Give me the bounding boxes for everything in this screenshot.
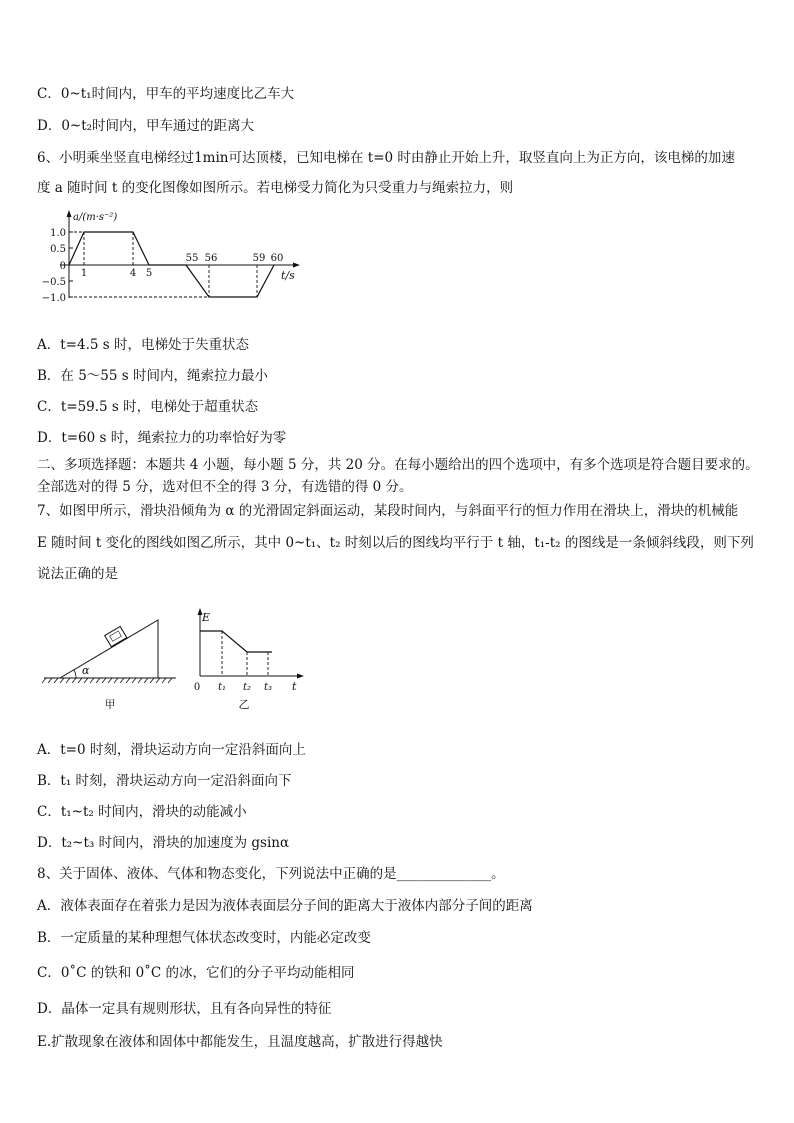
q7-tick: t₃ (263, 682, 273, 693)
q6-stem-line-2: 度 a 随时间 t 的变化图像如图所示。若电梯受力简化为只受重力与绳索拉力，则 (37, 180, 514, 196)
q7-angle-label: α (82, 664, 90, 677)
q6-option-d: D．t=60 s 时，绳索拉力的功率恰好为零 (37, 430, 287, 446)
q6-option-c: C．t=59.5 s 时，电梯处于超重状态 (37, 399, 259, 415)
q8-option-b: B．一定质量的某种理想气体状态改变时，内能必定改变 (37, 930, 371, 946)
q6-option-a: A．t=4.5 s 时，电梯处于失重状态 (37, 337, 249, 353)
q7-stem-line-2: E 随时间 t 变化的图线如图乙所示，其中 0~t₁、t₂ 时刻以后的图线均平行于 t 轴，t₁-t₂ 的图线是一条倾斜线段，则下列 (37, 535, 754, 551)
q7-stem-line-3: 说法正确的是 (37, 566, 118, 582)
q8-stem: 8、关于固体、液体、气体和物态变化，下列说法中正确的是______________。 (37, 866, 505, 882)
q6-y-tick: 0 (59, 261, 66, 272)
q5-option-d: D．0~t₂时间内，甲车通过的距离大 (37, 118, 255, 134)
q6-option-b: B．在 5～55 s 时间内，绳索拉力最小 (37, 368, 268, 384)
q7-tick: 0 (193, 682, 201, 693)
q7-figure-b-caption: 乙 (238, 698, 250, 711)
q6-x-tick: 5 (145, 268, 153, 279)
q6-acceleration-graph (36, 208, 306, 308)
q6-x-tick: 60 (270, 253, 284, 264)
q6-x-tick: 59 (252, 253, 266, 264)
q7-t-axis-label: t (292, 680, 297, 693)
q7-option-d: D．t₂~t₃ 时间内，滑块的加速度为 gsinα (37, 835, 290, 851)
q6-y-tick: 1.0 (50, 228, 66, 239)
q6-y-tick: −0.5 (41, 277, 66, 288)
q7-incline-figure (40, 612, 180, 712)
q6-x-tick: 1 (80, 268, 88, 279)
q6-y-tick: −1.0 (41, 293, 66, 304)
q6-x-axis-label: t/s (281, 269, 295, 282)
q7-option-a: A．t=0 时刻，滑块运动方向一定沿斜面向上 (37, 742, 306, 758)
section2-instructions-line-2: 全部选对的得 5 分，选对但不全的得 3 分，有选错的得 0 分。 (37, 479, 413, 495)
q8-option-e: E.扩散现象在液体和固体中都能发生，且温度越高，扩散进行得越快 (37, 1034, 443, 1050)
q6-stem-line-1: 6、小明乘坐竖直电梯经过1min可达顶楼，已知电梯在 t=0 时由静止开始上升，取竖直向上为正方向，该电梯的加速 (37, 150, 735, 166)
q6-y-tick: 0.5 (50, 244, 66, 255)
q8-option-d: D．晶体一定具有规则形状，且有各向异性的特征 (37, 1001, 332, 1017)
q6-x-tick: 55 (185, 253, 199, 264)
q8-option-c: C．0˚C 的铁和 0˚C 的冰，它们的分子平均动能相同 (37, 965, 355, 981)
q7-stem-line-1: 7、如图甲所示，滑块沿倾角为 α 的光滑固定斜面运动，某段时间内，与斜面平行的恒力作用在滑块上，滑块的机械能 (37, 503, 739, 519)
q6-x-tick: 56 (204, 253, 218, 264)
q7-e-axis-label: E (202, 611, 211, 624)
q7-option-c: C．t₁~t₂ 时间内，滑块的动能减小 (37, 804, 247, 820)
q8-option-a: A．液体表面存在着张力是因为液体表面层分子间的距离大于液体内部分子间的距离 (37, 898, 533, 914)
q7-figure-a-caption: 甲 (104, 698, 116, 711)
q7-tick: t₂ (242, 682, 252, 693)
q6-y-axis-label: a/(m·s⁻²) (73, 212, 118, 223)
q7-option-b: B．t₁ 时刻，滑块运动方向一定沿斜面向下 (37, 773, 292, 789)
q7-tick: t₁ (217, 682, 227, 693)
q5-option-c: C．0~t₁时间内，甲车的平均速度比乙车大 (37, 86, 295, 102)
q7-energy-graph (188, 604, 308, 712)
q6-x-tick: 4 (129, 268, 137, 279)
section2-instructions-line-1: 二、多项选择题：本题共 4 小题，每小题 5 分，共 20 分。在每小题给出的四个选项中，有多个选项是符合题目要求的。 (37, 457, 759, 473)
